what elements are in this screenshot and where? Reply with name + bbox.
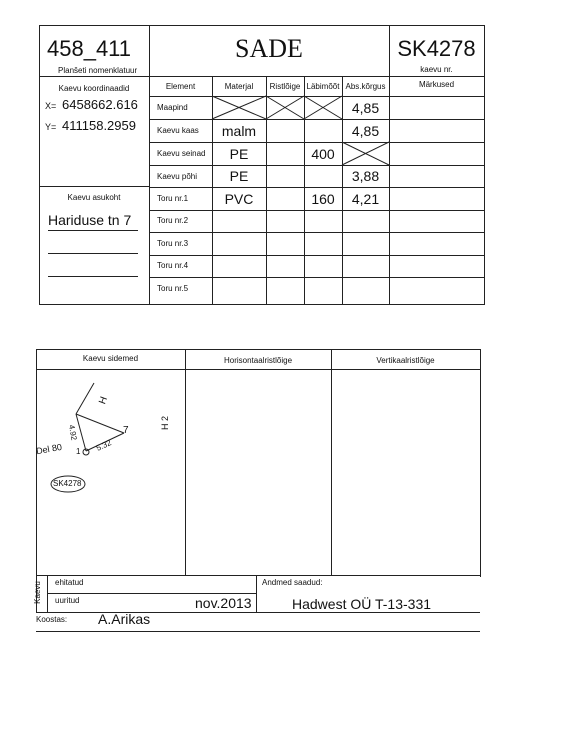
sketch-label-dim2: 5.32 [94,438,113,453]
sketch-label-7: 7 [123,425,129,436]
col-section: Ristlõige [269,82,301,91]
sheet-number: 458_411 [47,36,132,61]
side-label: Kaevu [32,581,42,604]
sketch-label-h2: H 2 [160,415,171,431]
sheet-caption: Planšeti nomenklatuur [58,66,138,75]
connections-heading: Kaevu sidemed [82,354,139,363]
well-id: SK4278 [397,36,476,61]
sketch-house-label: Del 80 [35,441,63,457]
location-heading: Kaevu asukoht [67,193,121,202]
sketch-label-h: H [97,395,111,406]
document-title: SADE [235,34,303,63]
location-sketch [36,369,185,575]
location-value: Hariduse tn 7 [48,212,132,228]
x-label: X= [45,101,57,111]
horizontal-section-heading: Horisontaalristlõige [223,356,293,365]
sketch-label-1: 1 [76,447,81,456]
well-tag: SK4278 [53,479,82,488]
vertical-section-heading: Vertikaalristlõige [376,356,435,365]
sketch-label-dim1: 4.92 [67,424,79,441]
surveyed-date: nov.2013 [195,595,252,611]
built-label: ehitatud [55,578,84,587]
surveyed-label: uuritud [55,596,80,605]
data-from-label: Andmed saadud: [262,578,323,587]
col-notes: Märkused [418,80,455,89]
col-diameter: Läbimõõt [306,82,340,91]
data-from-value: Hadwest OÜ T-13-331 [292,596,432,612]
compiled-label: Koostas: [36,615,68,624]
col-material: Materjal [224,82,254,91]
y-label: Y= [45,122,57,132]
compiled-value: A.Arikas [98,611,151,627]
y-coordinate: 411158.2959 [62,118,136,133]
col-abs-height: Abs.kõrgus [345,82,386,91]
col-element: Element [165,82,196,91]
x-coordinate: 6458662.616 [62,97,138,112]
well-caption: kaevu nr. [420,65,453,74]
coordinates-heading: Kaevu koordinaadid [58,84,130,93]
